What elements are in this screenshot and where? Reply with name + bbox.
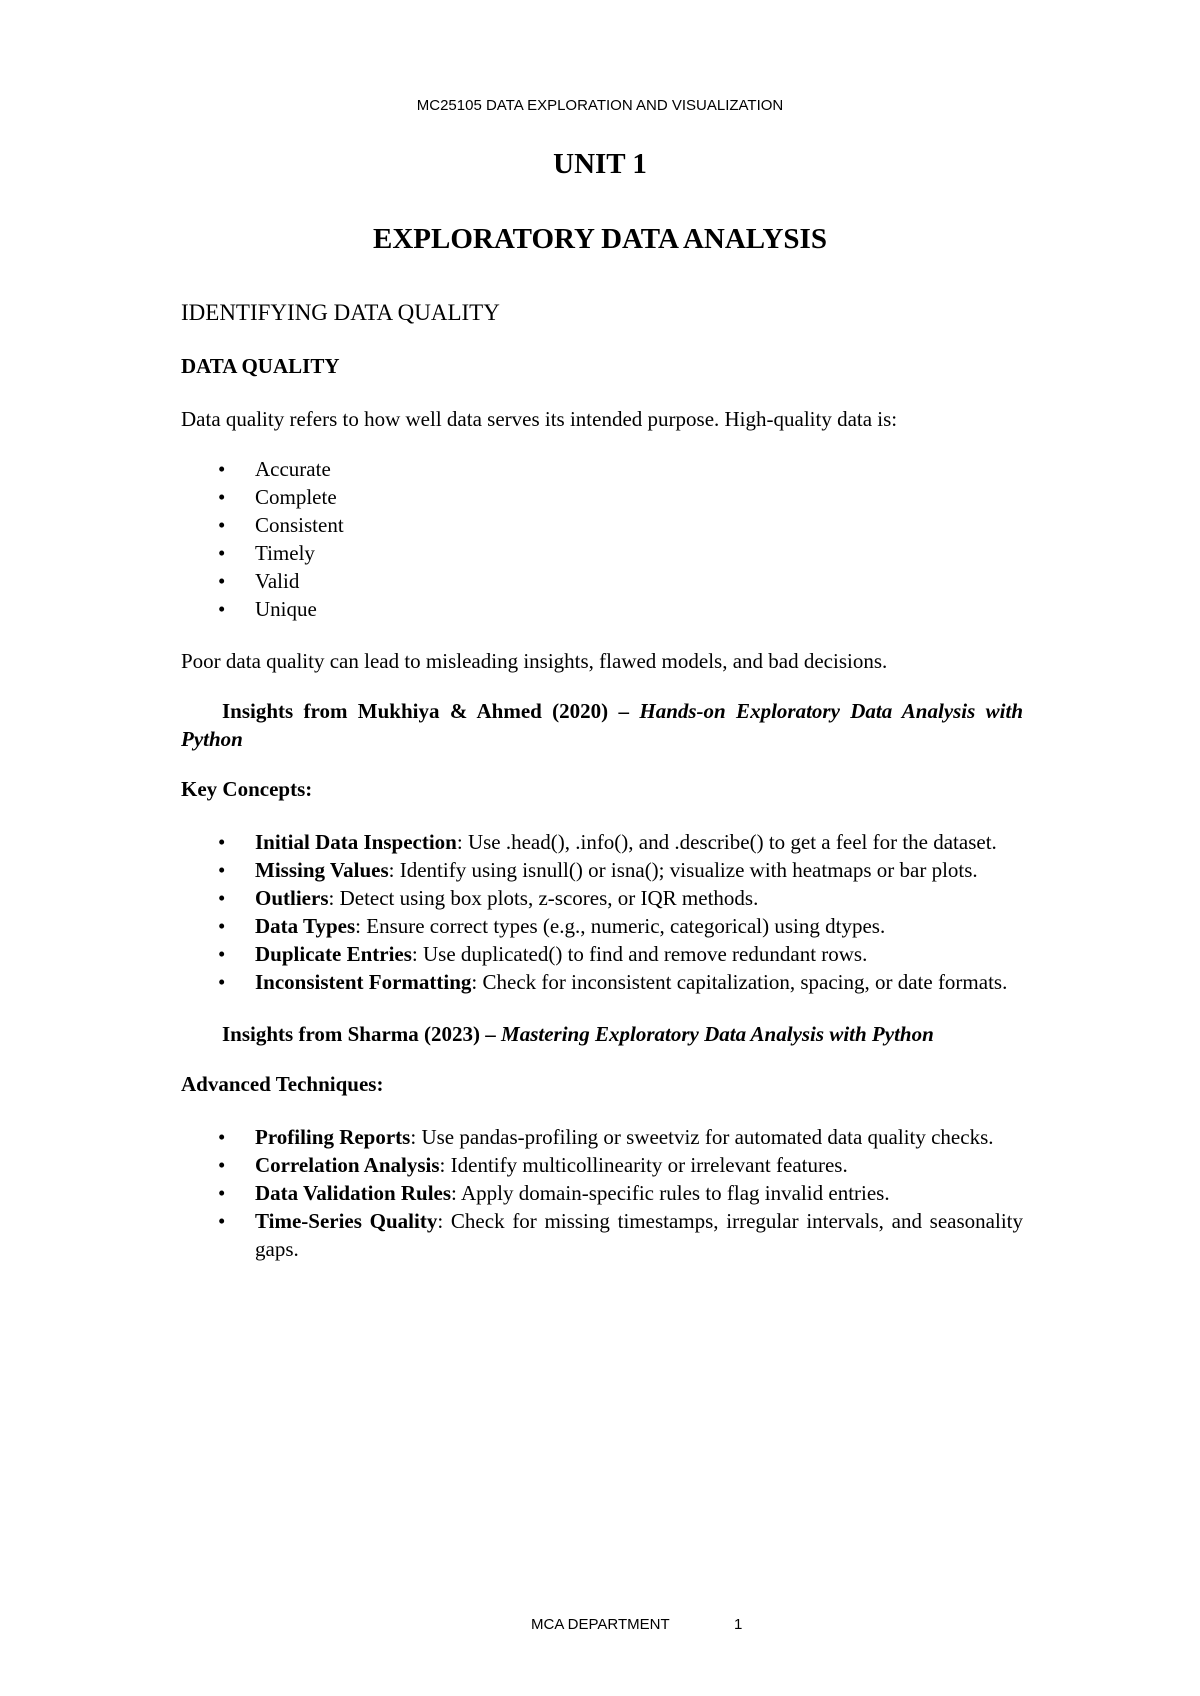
bullet-icon: • — [218, 1209, 226, 1233]
concept-term: Duplicate Entries — [255, 942, 412, 966]
list-item: • Missing Values: Identify using isnull() or isna(); visualize with heatmaps or bar plots. — [218, 858, 978, 882]
document-body — [181, 298, 1023, 1287]
data-quality-conclusion: Poor data quality can lead to misleading insights, flawed models, and bad decisions. — [181, 649, 888, 673]
technique-term: Data Validation Rules — [255, 1181, 452, 1205]
list-item: • Correlation Analysis: Identify multicollinearity or irrelevant features. — [218, 1153, 848, 1177]
bullet-icon: • — [218, 569, 226, 593]
list-item: • Duplicate Entries: Use duplicated() to find and remove redundant rows. — [218, 942, 868, 966]
bullet-icon: • — [218, 513, 226, 537]
list-item: • Consistent — [218, 513, 344, 537]
insight-heading-sharma: Insights from Sharma (2023) – Mastering Exploratory Data Analysis with Python — [222, 1022, 934, 1046]
list-item: • Initial Data Inspection: Use .head(), .info(), and .describe() to get a feel for the dataset. — [218, 830, 997, 854]
bullet-icon: • — [218, 541, 226, 565]
advanced-techniques-heading: Advanced Techniques: — [181, 1072, 384, 1096]
list-item: • Outliers: Detect using box plots, z-scores, or IQR methods. — [218, 886, 759, 910]
concept-term: Outliers — [255, 886, 329, 910]
technique-term: Correlation Analysis — [255, 1153, 440, 1177]
data-quality-heading: DATA QUALITY — [181, 354, 340, 378]
list-item: • Valid — [218, 569, 300, 593]
bullet-icon: • — [218, 970, 226, 994]
list-item: • Data Validation Rules: Apply domain-specific rules to flag invalid entries. — [218, 1181, 890, 1205]
concept-term: Initial Data Inspection — [255, 830, 457, 854]
bullet-icon: • — [218, 1153, 226, 1177]
bullet-icon: • — [218, 457, 226, 481]
page-header: MC25105 DATA EXPLORATION AND VISUALIZATION — [416, 97, 784, 114]
unit-title: UNIT 1 — [553, 148, 647, 180]
concept-term: Data Types — [255, 914, 356, 938]
list-item: • Unique — [218, 597, 317, 621]
advanced-techniques-list — [181, 1123, 1023, 1263]
bullet-icon: • — [218, 858, 226, 882]
main-title: EXPLORATORY DATA ANALYSIS — [373, 223, 827, 255]
data-quality-intro: Data quality refers to how well data serves its intended purpose. High-quality data is: — [181, 407, 898, 431]
bullet-icon: • — [218, 485, 226, 509]
insight-heading-mukhiya: Insights from Mukhiya & Ahmed (2020) – Hands-on Exploratory Data Analysis with Python — [181, 699, 1024, 751]
list-item: • Complete — [218, 485, 337, 509]
concept-term: Inconsistent Formatting — [255, 970, 472, 994]
book-title: Mastering Exploratory Data Analysis with Python — [501, 1022, 934, 1046]
concept-term: Missing Values — [255, 858, 389, 882]
bullet-icon: • — [218, 1125, 226, 1149]
key-concepts-list — [181, 828, 1023, 996]
list-item: • Inconsistent Formatting: Check for inconsistent capitalization, spacing, or date formats. — [218, 970, 1008, 994]
technique-term: Time-Series Quality — [255, 1209, 438, 1233]
page-number: 1 — [734, 1616, 743, 1633]
list-item: • Timely — [218, 541, 315, 565]
list-item: • Time-Series Quality: Check for missing timestamps, irregular intervals, and seasonality gaps. — [218, 1209, 1023, 1261]
quality-attributes-list — [181, 455, 1023, 623]
bullet-icon: • — [218, 914, 226, 938]
section-title: IDENTIFYING DATA QUALITY — [181, 300, 500, 325]
list-item: • Data Types: Ensure correct types (e.g., numeric, categorical) using dtypes. — [218, 914, 886, 938]
footer-department: MCA DEPARTMENT — [531, 1616, 670, 1633]
bullet-icon: • — [218, 942, 226, 966]
list-item: • Profiling Reports: Use pandas-profiling or sweetviz for automated data quality checks. — [218, 1125, 994, 1149]
technique-term: Profiling Reports — [255, 1125, 411, 1149]
bullet-icon: • — [218, 1181, 226, 1205]
bullet-icon: • — [218, 597, 226, 621]
book-title: Hands-on Exploratory Data Analysis with Python — [181, 699, 1024, 751]
bullet-icon: • — [218, 830, 226, 854]
key-concepts-heading: Key Concepts: — [181, 777, 313, 801]
list-item: • Accurate — [218, 457, 331, 481]
bullet-icon: • — [218, 886, 226, 910]
